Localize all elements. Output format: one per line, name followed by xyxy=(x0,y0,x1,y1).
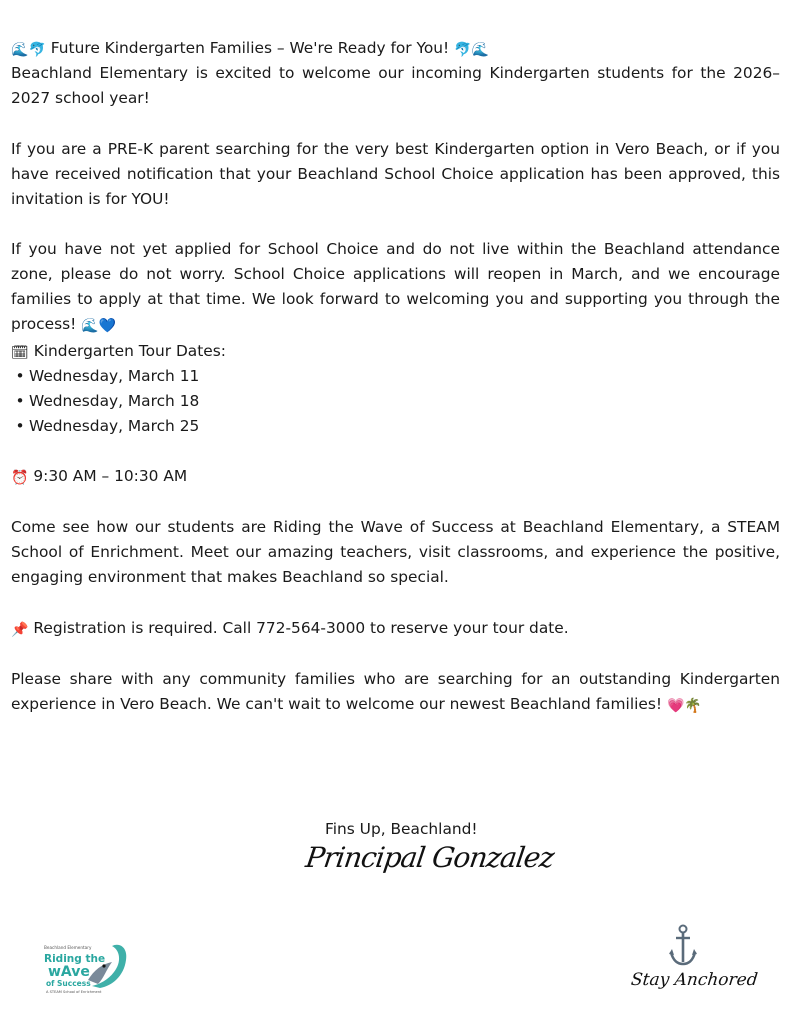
pushpin-icon: 📌 xyxy=(11,622,29,638)
letter-title: Future Kindergarten Families – We're Ready for You! xyxy=(50,39,450,57)
paragraph-prek: If you are a PRE-K parent searching for the very best Kindergarten option in Vero Beach, or if you have received notification that your Beachland School Choice application has been approved, this invitation is for YOU! xyxy=(11,140,780,208)
pink-heart-icon: 💗 xyxy=(666,698,685,714)
tour-time: 9:30 AM – 10:30 AM xyxy=(33,467,188,485)
paragraph-share xyxy=(11,667,780,719)
dolphin-icon: 🐬 xyxy=(454,42,472,58)
dolphin-icon: 🐬 xyxy=(28,42,46,58)
wave-icon: 🌊 xyxy=(81,318,99,334)
paragraph-school-choice xyxy=(11,237,780,339)
paragraph-steam: Come see how our students are Riding the Wave of Success at Beachland Elementary, a STEAM School of Enrichment. Meet our amazing teachers, visit classrooms, and experience the positive, engaging environment that makes Beachland so special. xyxy=(11,518,780,586)
title-line xyxy=(11,36,489,63)
motto: Stay Anchored xyxy=(629,970,759,990)
alarm-clock-icon: ⏰ xyxy=(11,470,29,486)
tour-heading: Kindergarten Tour Dates: xyxy=(33,342,226,360)
tour-date-item xyxy=(11,364,199,389)
palm-tree-icon: 🌴 xyxy=(684,698,702,714)
logo-bottom-line: A STEAM School of Enrichment xyxy=(46,990,102,994)
registration-text: Registration is required. Call 772-564-3000 to reserve your tour date. xyxy=(33,619,569,637)
tour-time-line xyxy=(11,464,187,491)
wave-icon: 🌊 xyxy=(471,42,490,58)
school-logo xyxy=(42,940,134,1002)
bullet: • xyxy=(15,367,25,385)
registration-line xyxy=(11,616,569,643)
closing-salutation: Fins Up, Beachland! xyxy=(325,820,478,838)
paragraph-school-choice-text: If you have not yet applied for School Choice and do not live within the Beachland attendance zone, please do not worry. School Choice applications will reopen in March, and we encourage families to apply at that time. We look forward to welcoming you and supporting you through the process! xyxy=(11,240,780,333)
tour-heading-line xyxy=(11,339,226,366)
blue-heart-icon: 💙 xyxy=(98,318,117,334)
paragraph-share-text: Please share with any community families who are searching for an outstanding Kindergarten experience in Vero Beach. We can't wait to welcome our newest Beachland families! xyxy=(11,670,780,713)
anchor-icon xyxy=(668,924,698,968)
logo-success: of Success xyxy=(46,979,91,988)
tour-date: Wednesday, March 18 xyxy=(29,392,200,410)
bullet: • xyxy=(15,417,25,435)
logo-wave: wAve xyxy=(48,964,90,980)
bullet: • xyxy=(15,392,25,410)
tour-date: Wednesday, March 11 xyxy=(29,367,200,385)
logo-riding: Riding the xyxy=(44,953,106,965)
logo-top-line: Beachland Elementary xyxy=(44,945,92,950)
intro-paragraph: Beachland Elementary is excited to welcome our incoming Kindergarten students for the 2026–2027 school year! xyxy=(11,64,780,107)
tour-date-item xyxy=(11,389,199,414)
calendar-icon: 🗓 xyxy=(11,345,29,361)
tour-date-item xyxy=(11,414,199,439)
tour-date: Wednesday, March 25 xyxy=(29,417,200,435)
signature: Principal Gonzalez xyxy=(303,841,556,874)
wave-icon: 🌊 xyxy=(11,42,29,58)
